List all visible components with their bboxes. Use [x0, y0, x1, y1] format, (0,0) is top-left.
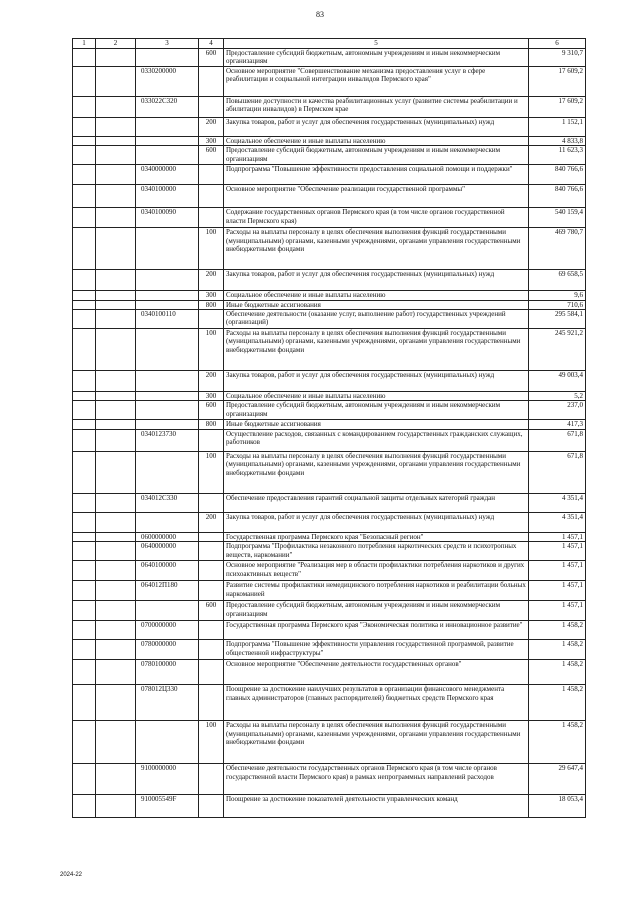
cell-col-1	[73, 291, 96, 300]
table-row	[73, 581, 586, 601]
cell-expense-type: 100	[199, 721, 224, 764]
table-row	[73, 542, 586, 561]
page-number: 83	[316, 10, 324, 19]
cell-amount: 1 457,1	[529, 601, 586, 621]
table-row	[73, 795, 586, 818]
cell-amount: 469 780,7	[529, 228, 586, 270]
cell-name: Поощрение за достижение наилучших результатов в организации финансового менеджмента главных администраторов (главных распорядителей) бюджетных средств Пермского края	[224, 685, 529, 721]
table-row	[73, 300, 586, 309]
table-row	[73, 420, 586, 429]
cell-amount: 671,8	[529, 429, 586, 451]
table-row	[73, 493, 586, 512]
cell-col-2	[96, 228, 136, 270]
cell-expense-type: 600	[199, 401, 224, 420]
table-row	[73, 532, 586, 541]
cell-col-2	[96, 685, 136, 721]
cell-amount: 1 457,1	[529, 561, 586, 581]
cell-target-code	[136, 329, 199, 371]
cell-name: Расходы на выплаты персоналу в целях обеспечения выполнения функций государственными (муниципальными) органами, казенными учреждениями, органами управления государственными внебюджетными фондами	[224, 329, 529, 371]
cell-amount: 5,2	[529, 392, 586, 401]
cell-name: Закупка товаров, работ и услуг для обеспечения государственных (муниципальных) нужд	[224, 512, 529, 532]
table-row	[73, 392, 586, 401]
cell-name: Подпрограмма "Повышение эффективности предоставления социальной помощи и поддержки"	[224, 165, 529, 185]
cell-name: Иные бюджетные ассигнования	[224, 300, 529, 309]
table-row	[73, 185, 586, 208]
cell-amount: 9,6	[529, 291, 586, 300]
cell-amount: 29 647,4	[529, 764, 586, 795]
table-row	[73, 66, 586, 96]
cell-col-2	[96, 493, 136, 512]
cell-target-code	[136, 300, 199, 309]
cell-amount: 1 457,1	[529, 581, 586, 601]
table-row	[73, 146, 586, 165]
table-row	[73, 291, 586, 300]
header-row	[73, 39, 586, 49]
cell-name: Основное мероприятие "Обеспечение реализации государственной программы"	[224, 185, 529, 208]
cell-col-1	[73, 561, 96, 581]
cell-name: Государственная программа Пермского края "Экономическая политика и инновационное развитие"	[224, 621, 529, 640]
header-col-3: 3	[136, 39, 199, 49]
cell-amount: 1 457,1	[529, 542, 586, 561]
table-row	[73, 640, 586, 660]
cell-name: Поощрение за достижение показателей деятельности управленческих команд	[224, 795, 529, 818]
cell-col-1	[73, 401, 96, 420]
cell-expense-type: 100	[199, 451, 224, 493]
cell-expense-type: 200	[199, 270, 224, 291]
cell-col-1	[73, 420, 96, 429]
cell-expense-type	[199, 185, 224, 208]
cell-name: Основное мероприятие "Совершенствование механизма предоставления услуг в сфере реабилитации и социальной интеграции инвалидов Пермского края"	[224, 66, 529, 96]
table-row	[73, 429, 586, 451]
table-row	[73, 329, 586, 371]
cell-target-code: 0640000000	[136, 542, 199, 561]
cell-name: Закупка товаров, работ и услуг для обеспечения государственных (муниципальных) нужд	[224, 371, 529, 392]
cell-amount: 1 458,2	[529, 721, 586, 764]
cell-target-code: 0340000000	[136, 165, 199, 185]
cell-target-code: 0700000000	[136, 621, 199, 640]
header-col-6: 6	[529, 39, 586, 49]
cell-expense-type	[199, 542, 224, 561]
cell-col-2	[96, 451, 136, 493]
cell-col-2	[96, 185, 136, 208]
cell-expense-type: 200	[199, 117, 224, 136]
cell-target-code: 033022С320	[136, 96, 199, 117]
cell-target-code	[136, 601, 199, 621]
cell-expense-type	[199, 764, 224, 795]
cell-amount: 245 921,2	[529, 329, 586, 371]
cell-expense-type	[199, 561, 224, 581]
cell-col-2	[96, 392, 136, 401]
table-row	[73, 451, 586, 493]
cell-col-1	[73, 795, 96, 818]
cell-col-1	[73, 429, 96, 451]
table-row	[73, 270, 586, 291]
table-row	[73, 561, 586, 581]
cell-col-1	[73, 49, 96, 67]
cell-amount: 1 458,2	[529, 621, 586, 640]
cell-expense-type: 600	[199, 601, 224, 621]
cell-col-1	[73, 451, 96, 493]
header-col-2: 2	[96, 39, 136, 49]
cell-amount: 540 159,4	[529, 208, 586, 228]
cell-col-2	[96, 165, 136, 185]
cell-expense-type	[199, 581, 224, 601]
cell-expense-type: 100	[199, 329, 224, 371]
table-row	[73, 621, 586, 640]
cell-amount: 1 458,2	[529, 640, 586, 660]
cell-col-1	[73, 764, 96, 795]
cell-target-code: 0330200000	[136, 66, 199, 96]
cell-name: Социальное обеспечение и иные выплаты населению	[224, 136, 529, 145]
cell-target-code: 064012П180	[136, 581, 199, 601]
cell-expense-type	[199, 66, 224, 96]
cell-amount: 295 584,1	[529, 310, 586, 329]
cell-col-2	[96, 532, 136, 541]
cell-name: Иные бюджетные ассигнования	[224, 420, 529, 429]
cell-name: Предоставление субсидий бюджетным, автономным учреждениям и иным некоммерческим организациям	[224, 146, 529, 165]
table-row	[73, 136, 586, 145]
cell-name: Основное мероприятие "Реализация мер в области профилактики потребления наркотиков и других психоактивных веществ"	[224, 561, 529, 581]
cell-name: Социальное обеспечение и иные выплаты населению	[224, 392, 529, 401]
cell-expense-type	[199, 493, 224, 512]
cell-name: Подпрограмма "Повышение эффективности управления государственной программой, развитие общественной инфраструктуры"	[224, 640, 529, 660]
table-row	[73, 764, 586, 795]
cell-col-1	[73, 512, 96, 532]
cell-col-2	[96, 795, 136, 818]
table-row	[73, 310, 586, 329]
cell-col-2	[96, 621, 136, 640]
header-col-5: 5	[224, 39, 529, 49]
cell-col-1	[73, 493, 96, 512]
cell-col-2	[96, 310, 136, 329]
cell-target-code	[136, 146, 199, 165]
cell-target-code: 0340100000	[136, 185, 199, 208]
cell-target-code	[136, 49, 199, 67]
cell-target-code	[136, 721, 199, 764]
cell-expense-type	[199, 165, 224, 185]
cell-col-1	[73, 270, 96, 291]
cell-target-code	[136, 451, 199, 493]
cell-col-1	[73, 96, 96, 117]
cell-amount: 1 457,1	[529, 532, 586, 541]
cell-expense-type: 200	[199, 512, 224, 532]
cell-expense-type: 300	[199, 392, 224, 401]
budget-table	[72, 38, 586, 818]
cell-col-2	[96, 561, 136, 581]
cell-col-1	[73, 371, 96, 392]
cell-col-2	[96, 329, 136, 371]
cell-col-1	[73, 165, 96, 185]
cell-col-1	[73, 136, 96, 145]
cell-target-code	[136, 401, 199, 420]
cell-name: Закупка товаров, работ и услуг для обеспечения государственных (муниципальных) нужд	[224, 270, 529, 291]
cell-target-code: 0780100000	[136, 660, 199, 685]
cell-col-1	[73, 208, 96, 228]
cell-expense-type	[199, 310, 224, 329]
cell-amount: 17 609,2	[529, 96, 586, 117]
cell-target-code: 910005549F	[136, 795, 199, 818]
cell-col-1	[73, 310, 96, 329]
cell-name: Осуществление расходов, связанных с командированием государственных гражданских служащих, работников	[224, 429, 529, 451]
cell-name: Предоставление субсидий бюджетным, автономным учреждениям и иным некоммерческим организациям	[224, 401, 529, 420]
cell-expense-type	[199, 640, 224, 660]
cell-name: Закупка товаров, работ и услуг для обеспечения государственных (муниципальных) нужд	[224, 117, 529, 136]
cell-col-1	[73, 392, 96, 401]
cell-amount: 17 609,2	[529, 66, 586, 96]
cell-amount: 49 003,4	[529, 371, 586, 392]
cell-name: Расходы на выплаты персоналу в целях обеспечения выполнения функций государственными (муниципальными) органами, казенными учреждениями, органами управления государственными внебюджетными фондами	[224, 228, 529, 270]
cell-col-1	[73, 300, 96, 309]
cell-col-2	[96, 300, 136, 309]
cell-name: Основное мероприятие "Обеспечение деятельности государственных органов"	[224, 660, 529, 685]
cell-amount: 4 833,8	[529, 136, 586, 145]
cell-col-1	[73, 66, 96, 96]
cell-amount: 11 623,3	[529, 146, 586, 165]
cell-amount: 671,8	[529, 451, 586, 493]
cell-col-2	[96, 660, 136, 685]
cell-expense-type: 300	[199, 291, 224, 300]
cell-target-code: 0340100110	[136, 310, 199, 329]
cell-target-code: 0340100090	[136, 208, 199, 228]
cell-target-code: 9100000000	[136, 764, 199, 795]
cell-expense-type	[199, 660, 224, 685]
table-row	[73, 512, 586, 532]
table-row	[73, 208, 586, 228]
cell-col-2	[96, 96, 136, 117]
cell-target-code	[136, 420, 199, 429]
footer-code: 2024-22	[60, 872, 83, 878]
cell-name: Обеспечение деятельности государственных органов Пермского края (в том числе органов государственной власти Пермского края) в рамках непрограммных направлений расходов	[224, 764, 529, 795]
cell-col-2	[96, 640, 136, 660]
cell-target-code	[136, 392, 199, 401]
cell-col-1	[73, 581, 96, 601]
cell-name: Обеспечение деятельности (оказание услуг, выполнение работ) государственных учреждений (организаций)	[224, 310, 529, 329]
cell-amount: 9 310,7	[529, 49, 586, 67]
cell-col-1	[73, 532, 96, 541]
cell-col-2	[96, 542, 136, 561]
cell-col-1	[73, 640, 96, 660]
cell-col-1	[73, 146, 96, 165]
cell-target-code	[136, 228, 199, 270]
table-row	[73, 96, 586, 117]
cell-expense-type	[199, 208, 224, 228]
cell-target-code	[136, 117, 199, 136]
cell-col-2	[96, 146, 136, 165]
cell-col-2	[96, 66, 136, 96]
cell-name: Обеспечение предоставления гарантий социальной защиты отдельных категорий граждан	[224, 493, 529, 512]
cell-col-2	[96, 136, 136, 145]
cell-col-2	[96, 721, 136, 764]
cell-expense-type	[199, 685, 224, 721]
cell-name: Расходы на выплаты персоналу в целях обеспечения выполнения функций государственными (муниципальными) органами, казенными учреждениями, органами управления государственными внебюджетными фондами	[224, 451, 529, 493]
table-row	[73, 401, 586, 420]
table-row	[73, 660, 586, 685]
cell-col-1	[73, 601, 96, 621]
cell-col-2	[96, 49, 136, 67]
cell-name: Расходы на выплаты персоналу в целях обеспечения выполнения функций государственными (муниципальными) органами, казенными учреждениями, органами управления государственными внебюджетными фондами	[224, 721, 529, 764]
cell-amount: 710,6	[529, 300, 586, 309]
cell-target-code: 0780000000	[136, 640, 199, 660]
cell-target-code	[136, 136, 199, 145]
cell-amount: 4 351,4	[529, 512, 586, 532]
header-col-1: 1	[73, 39, 96, 49]
cell-name: Предоставление субсидий бюджетным, автономным учреждениям и иным некоммерческим организациям	[224, 49, 529, 67]
cell-expense-type: 800	[199, 420, 224, 429]
cell-amount: 1 152,1	[529, 117, 586, 136]
cell-expense-type: 300	[199, 136, 224, 145]
cell-target-code: 0640100000	[136, 561, 199, 581]
cell-col-2	[96, 371, 136, 392]
cell-name: Содержание государственных органов Пермского края (в том числе органов государственной власти Пермского края)	[224, 208, 529, 228]
cell-amount: 69 658,5	[529, 270, 586, 291]
table-row	[73, 165, 586, 185]
cell-target-code	[136, 291, 199, 300]
cell-target-code	[136, 371, 199, 392]
cell-col-1	[73, 685, 96, 721]
cell-col-1	[73, 228, 96, 270]
table-body	[73, 49, 586, 818]
table-row	[73, 228, 586, 270]
cell-name: Развитие системы профилактики немедицинского потребления наркотиков и реабилитации больных наркоманией	[224, 581, 529, 601]
cell-target-code	[136, 512, 199, 532]
cell-col-2	[96, 270, 136, 291]
cell-name: Социальное обеспечение и иные выплаты населению	[224, 291, 529, 300]
cell-col-2	[96, 429, 136, 451]
cell-col-2	[96, 601, 136, 621]
header-col-4: 4	[199, 39, 224, 49]
cell-col-2	[96, 291, 136, 300]
cell-amount: 1 458,2	[529, 685, 586, 721]
cell-target-code: 034012С330	[136, 493, 199, 512]
cell-target-code: 0600000000	[136, 532, 199, 541]
cell-expense-type	[199, 621, 224, 640]
cell-expense-type	[199, 795, 224, 818]
cell-expense-type: 600	[199, 146, 224, 165]
cell-col-1	[73, 721, 96, 764]
cell-expense-type: 600	[199, 49, 224, 67]
cell-amount: 4 351,4	[529, 493, 586, 512]
cell-target-code: 0340123730	[136, 429, 199, 451]
cell-col-1	[73, 660, 96, 685]
cell-amount: 1 458,2	[529, 660, 586, 685]
cell-col-1	[73, 621, 96, 640]
cell-amount: 417,3	[529, 420, 586, 429]
cell-target-code: 078012Ц330	[136, 685, 199, 721]
table-row	[73, 371, 586, 392]
cell-col-1	[73, 329, 96, 371]
table-row	[73, 117, 586, 136]
cell-expense-type: 100	[199, 228, 224, 270]
cell-amount: 840 766,6	[529, 185, 586, 208]
cell-col-1	[73, 542, 96, 561]
cell-expense-type: 200	[199, 371, 224, 392]
cell-expense-type	[199, 532, 224, 541]
cell-col-2	[96, 764, 136, 795]
table-row	[73, 49, 586, 67]
cell-col-2	[96, 208, 136, 228]
cell-name: Повышение доступности и качества реабилитационных услуг (развитие системы реабилитации и абилитации инвалидов) в Пермском крае	[224, 96, 529, 117]
cell-amount: 840 766,6	[529, 165, 586, 185]
table-row	[73, 721, 586, 764]
cell-col-2	[96, 581, 136, 601]
cell-col-2	[96, 420, 136, 429]
cell-expense-type	[199, 429, 224, 451]
cell-amount: 18 053,4	[529, 795, 586, 818]
table-row	[73, 685, 586, 721]
table-row	[73, 601, 586, 621]
cell-col-2	[96, 117, 136, 136]
cell-name: Подпрограмма "Профилактика незаконного потребления наркотических средств и психотропных веществ, наркомании"	[224, 542, 529, 561]
cell-col-1	[73, 117, 96, 136]
cell-amount: 237,0	[529, 401, 586, 420]
cell-target-code	[136, 270, 199, 291]
cell-expense-type	[199, 96, 224, 117]
cell-name: Государственная программа Пермского края "Безопасный регион"	[224, 532, 529, 541]
cell-col-2	[96, 512, 136, 532]
cell-name: Предоставление субсидий бюджетным, автономным учреждениям и иным некоммерческим организациям	[224, 601, 529, 621]
cell-expense-type: 800	[199, 300, 224, 309]
cell-col-1	[73, 185, 96, 208]
cell-col-2	[96, 401, 136, 420]
